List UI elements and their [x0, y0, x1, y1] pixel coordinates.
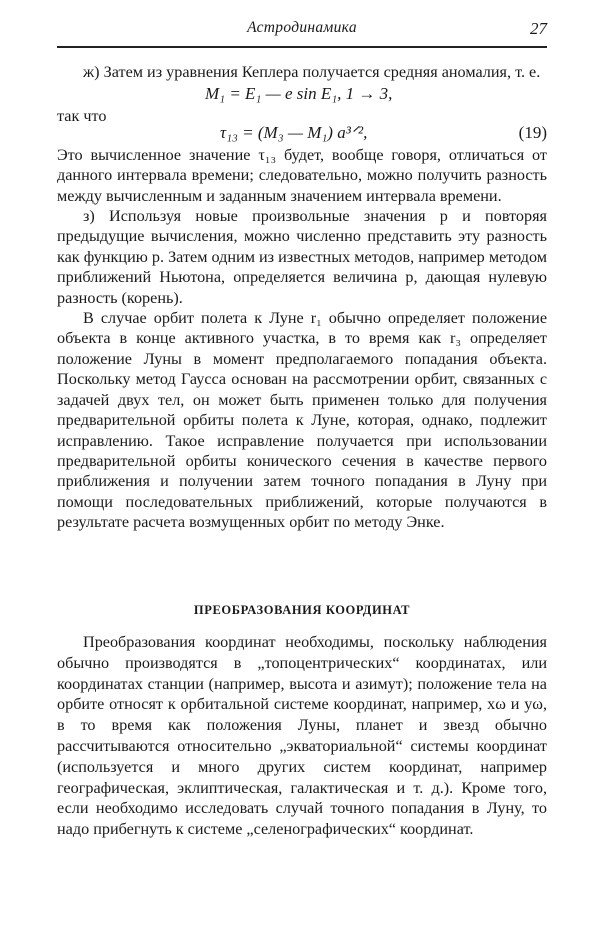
paragraph-zh-intro: ж) Затем из уравнения Кеплера получается средняя аномалия, т. е. — [83, 63, 541, 81]
equation-number: (19) — [518, 122, 547, 142]
formula-tau — [57, 121, 547, 145]
section-heading: ПРЕОБРАЗОВАНИЯ КООРДИНАТ — [193, 603, 411, 617]
paragraph-lunar-orbits: В случае орбит полета к Луне r₁ обычно определяет положение объекта в конце активного участка, в то время как r₃ определяет положение Луны в момент предполагаемого попадания объекта. Поскольку метод Гаусса основан на рассмотрении орбит, связанных с задачей двух тел, он может быть применен только для получения предварительной орбиты полета к Луне, которая, однако, подлежит исправлению. Такое исправление получается при использовании предварительной орбиты конического сечения в качестве первого приближения и получении затем точного попадания в Луну при помощи последовательных приближений, которые получаются в результате расчета возмущенных орбит по методу Энке. — [57, 309, 547, 532]
main-text — [57, 62, 547, 533]
paragraph-coordinate-transforms: Преобразования координат необходимы, поскольку наблюдения обычно производятся в „топоцентрических“ координатах, или координатах станции (например, высота и азимут); положение тела на орбите относят к орбитальной системе координат, например, xω и yω, в то время как положения Луны, планет и звезд обычно рассчитываются относительно „экваториальной“ системы координат (используется и много других систем координат, например географическая, эклиптическая, галактическая и т. д.). Кроме того, если необходимо исследовать случай точного попадания в Луну, то надо прибегнуть к системе „селенографических“ координат. — [57, 633, 547, 839]
paragraph-z: з) Используя новые произвольные значения p и повторяя предыдущие вычисления, можно численно представить эту разность как функцию p. Затем одним из известных методов, например методом приближений Ньютона, определяется величина p, дающая нулевую разность (корень). — [57, 207, 548, 307]
so-that-label: так что — [57, 107, 107, 126]
header-rule — [57, 46, 547, 48]
section-text — [57, 632, 547, 840]
kepler-equation: M₁ = E₁ — e sin E₁, 1 → 3, — [205, 84, 393, 104]
page-number: 27 — [530, 19, 547, 38]
book-page — [57, 0, 547, 935]
tau-equation: τ₁₃ = (M₃ — M₁) a³ᐟ², — [220, 122, 368, 142]
running-title: Астродинамика — [247, 19, 357, 36]
formula-kepler — [57, 82, 547, 106]
page-header — [57, 19, 547, 41]
paragraph-zh-rest: Это вычисленное значение τ₁₃ будет, вообще говоря, отличаться от данного интервала времени; следовательно, можно получить разность между вычисленным и заданным значением интервала времени. — [57, 145, 547, 205]
